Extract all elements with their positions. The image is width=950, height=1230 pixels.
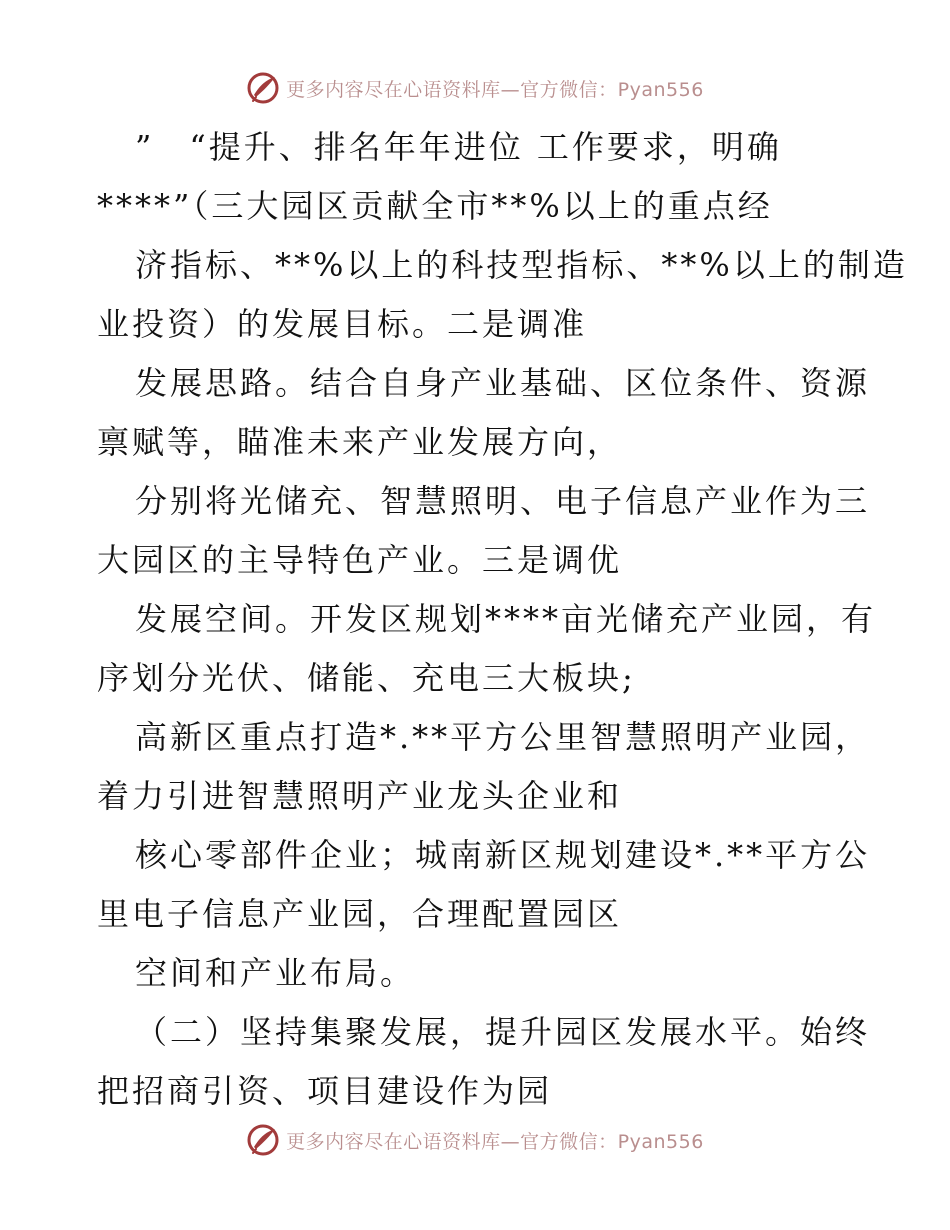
- text-line: 把招商引资、项目建设作为园: [97, 1072, 553, 1110]
- text-line: 济指标、**%以上的科技型指标、**%以上的制造: [135, 246, 908, 284]
- text-line: 分别将光储充、智慧照明、电子信息产业作为三: [135, 482, 871, 520]
- footer-banner: [0, 1120, 950, 1160]
- header-banner: [0, 68, 950, 108]
- text-line: 空间和产业布局。: [135, 954, 416, 992]
- quill-logo-icon: [246, 71, 280, 105]
- text-line: 大园区的主导特色产业。三是调优: [97, 541, 623, 579]
- text-line: ” “提升、排名年年进位 工作要求，明确: [135, 128, 782, 166]
- text-line: 发展思路。结合自身产业基础、区位条件、资源: [135, 364, 871, 402]
- document-body: [97, 118, 908, 1121]
- text-line: 高新区重点打造*.**平方公里智慧照明产业园，: [135, 718, 871, 756]
- quill-logo-icon: [246, 1123, 280, 1157]
- header-banner-text: 更多内容尽在心语资料库—官方微信：Pyan556: [286, 78, 704, 101]
- text-line: 禀赋等，瞄准未来产业发展方向，: [97, 423, 623, 461]
- text-line: 序划分光伏、储能、充电三大板块;: [97, 659, 636, 697]
- text-line: 核心零部件企业；城南新区规划建设*.**平方公: [135, 836, 871, 874]
- text-line: ****”（三大园区贡献全市**%以上的重点经: [97, 187, 773, 225]
- text-line: （二）坚持集聚发展，提升园区发展水平。始终: [135, 1013, 871, 1051]
- footer-banner-text: 更多内容尽在心语资料库—官方微信：Pyan556: [286, 1130, 704, 1153]
- text-line: 着力引进智慧照明产业龙头企业和: [97, 777, 623, 815]
- text-line: 业投资）的发展目标。二是调准: [97, 305, 588, 343]
- text-line: 里电子信息产业园，合理配置园区: [97, 895, 623, 933]
- text-line: 发展空间。开发区规划****亩光储充产业园，有: [135, 600, 877, 638]
